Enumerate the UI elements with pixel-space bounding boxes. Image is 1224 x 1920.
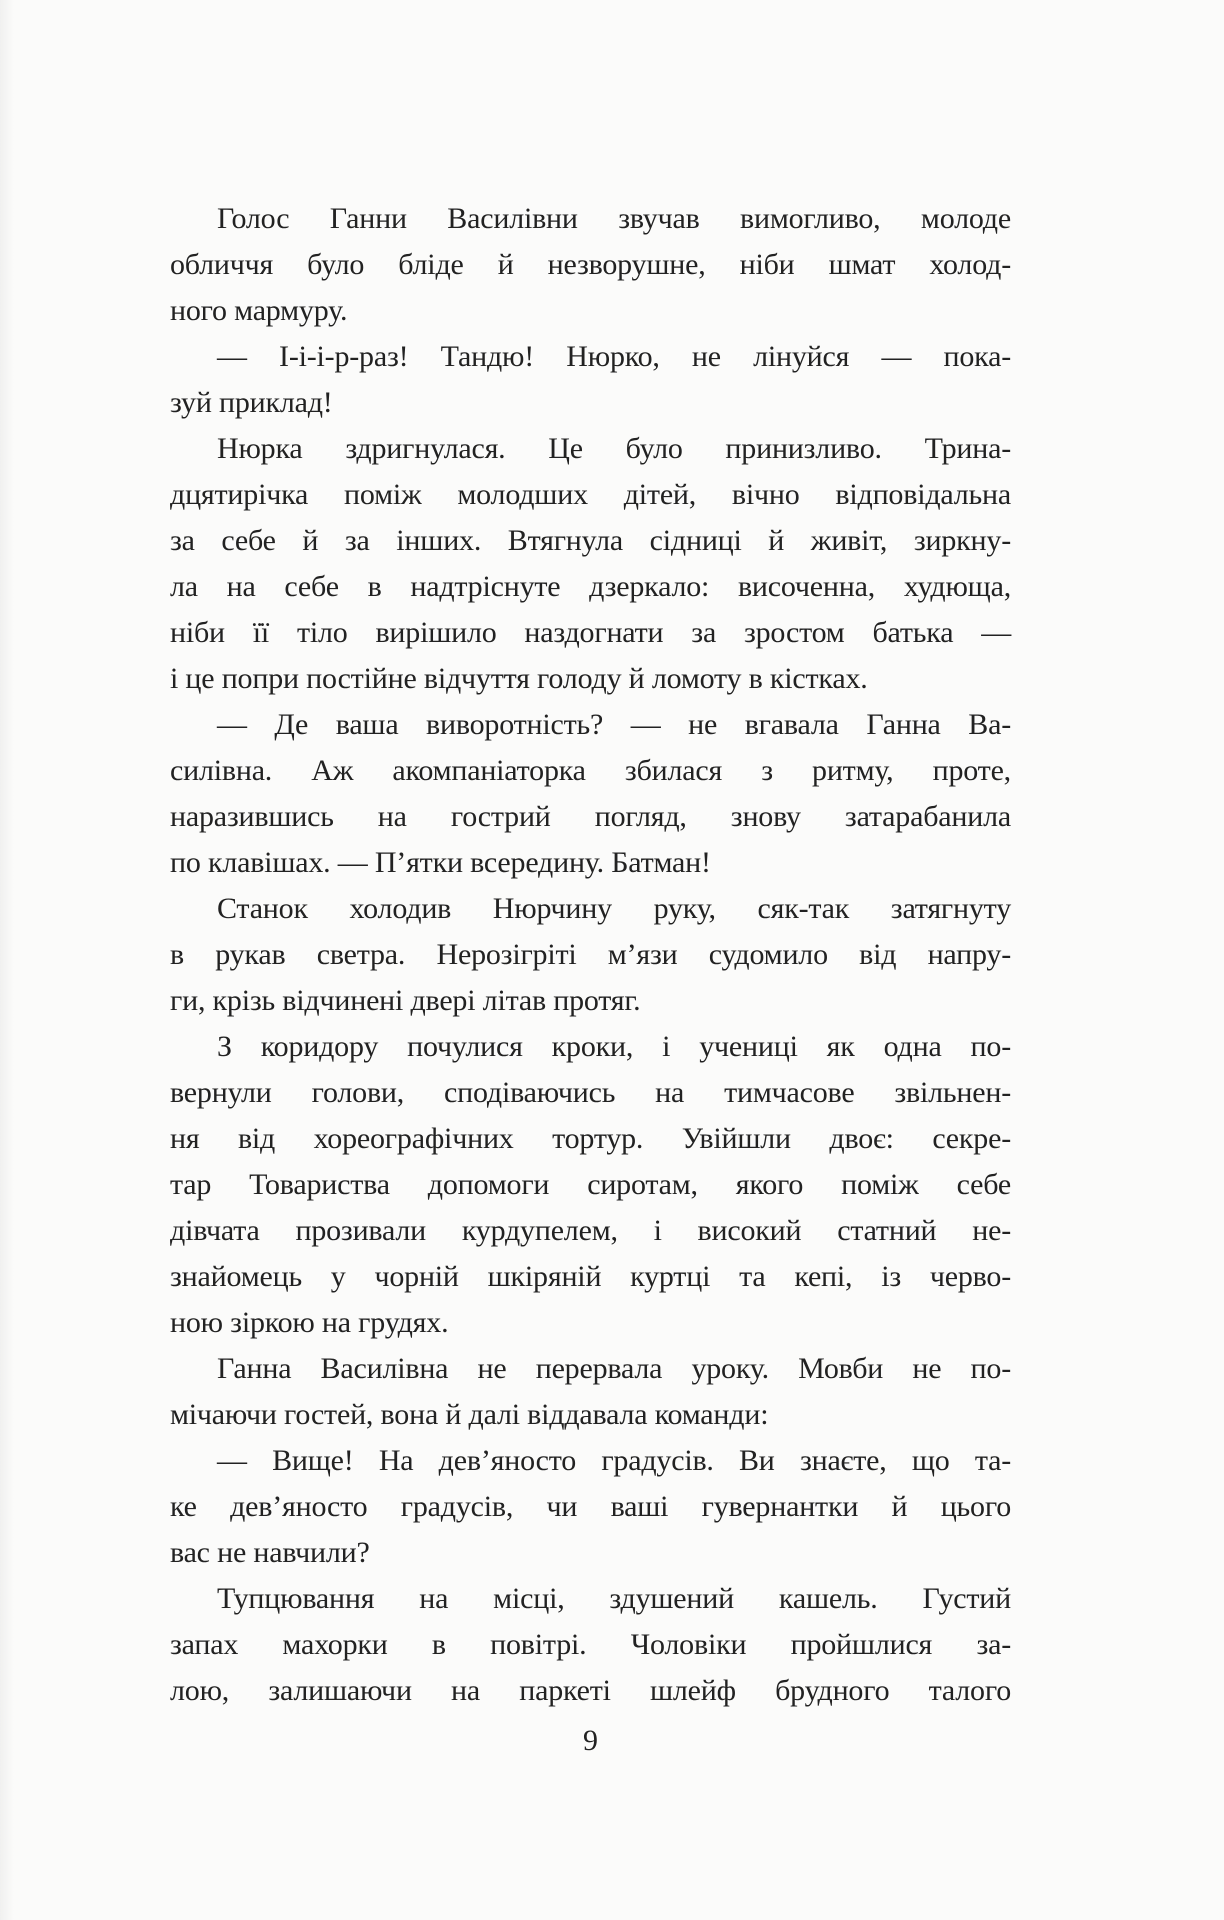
text-line: вернули голови, сподіваючись на тимчасове звільнен- [170, 1076, 1011, 1109]
text-line: силівна. Аж акомпаніаторка збилася з ритму, проте, [170, 754, 1011, 787]
text-line: Станок холодив Нюрчину руку, сяк-так затягнуту [217, 892, 1011, 925]
text-line: — Вище! На дев’яносто градусів. Ви знаєте, що та- [217, 1444, 1011, 1477]
text-line: Тупцювання на місці, здушений кашель. Густий [217, 1582, 1011, 1615]
text-line: дцятирічка поміж молодших дітей, вічно відповідальна [170, 478, 1011, 511]
text-line: ла на себе в надтріснуте дзеркало: височенна, худюща, [170, 570, 1011, 603]
text-line: обличчя було бліде й незворушне, ніби шмат холод- [170, 248, 1011, 281]
text-block [170, 196, 1011, 1714]
text-line: ніби її тіло вирішило наздогнати за зростом батька — [170, 616, 1011, 649]
text-line: вас не навчили? [170, 1536, 370, 1569]
text-line: знайомець у чорній шкіряній куртці та кепі, із черво- [170, 1260, 1011, 1293]
text-line: і це попри постійне відчуття голоду й ломоту в кістках. [170, 662, 868, 695]
text-line: лою, залишаючи на паркеті шлейф брудного талого [170, 1674, 1011, 1707]
text-line: ня від хореографічних тортур. Увійшли двоє: секре- [170, 1122, 1011, 1155]
text-line: ке дев’яносто градусів, чи ваші гувернантки й цього [170, 1490, 1011, 1523]
text-line: по клавішах. — П’ятки всередину. Батман! [170, 846, 711, 879]
text-line: — Де ваша виворотність? — не вгавала Ганна Ва- [217, 708, 1011, 741]
text-line: дівчата прозивали курдупелем, і високий статний не- [170, 1214, 1011, 1247]
text-line: запах махорки в повітрі. Чоловіки пройшлися за- [170, 1628, 1011, 1661]
text-line: зуй приклад! [170, 386, 333, 419]
text-line: Ганна Василівна не перервала уроку. Мовби не по- [217, 1352, 1011, 1385]
text-line: Нюрка здригнулася. Це було принизливо. Трина- [217, 432, 1011, 465]
text-line: ною зіркою на грудях. [170, 1306, 449, 1339]
text-line: ги, крізь відчинені двері літав протяг. [170, 984, 641, 1017]
text-line: Голос Ганни Василівни звучав вимогливо, молоде [217, 202, 1011, 235]
text-line: — І-і-і-р-раз! Тандю! Нюрко, не лінуйся — пока- [217, 340, 1011, 373]
page-number: 9 [583, 1724, 598, 1757]
text-line: наразившись на гострий погляд, знову затарабанила [170, 800, 1011, 833]
text-line: тар Товариства допомоги сиротам, якого поміж себе [170, 1168, 1011, 1201]
text-line: ного мармуру. [170, 294, 348, 327]
text-line: за себе й за інших. Втягнула сідниці й живіт, зиркну- [170, 524, 1011, 557]
text-line: мічаючи гостей, вона й далі віддавала команди: [170, 1398, 769, 1431]
text-line: в рукав светра. Нерозігріті м’язи судомило від напру- [170, 938, 1011, 971]
text-line: З коридору почулися кроки, і учениці як одна по- [217, 1030, 1011, 1063]
